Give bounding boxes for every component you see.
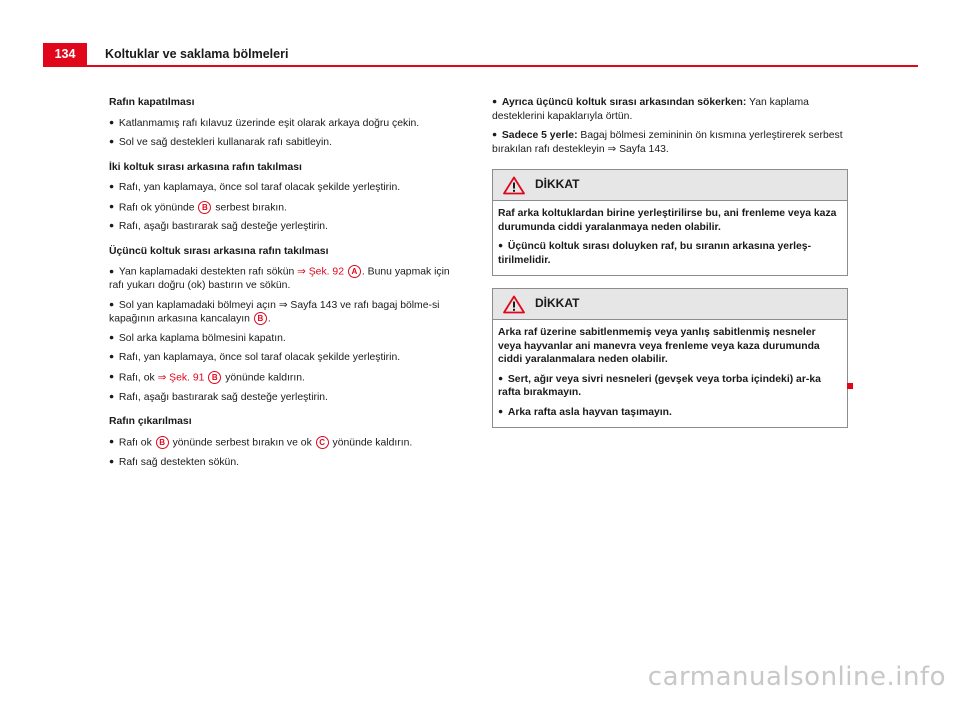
list-item: ● Ayrıca üçüncü koltuk sırası arkasından sökerken: Yan kaplama desteklerini kapaklarıyla örtün. — [492, 96, 848, 123]
list-item: ● Sol ve sağ destekleri kullanarak rafı sabitleyin. — [109, 136, 461, 150]
left-column — [109, 96, 461, 475]
warning-triangle-icon — [503, 295, 525, 314]
list-item: ● Rafı ok B yönünde serbest bırakın ve ok C yönünde kaldırın. — [109, 436, 461, 450]
warning-title: DİKKAT — [535, 177, 580, 192]
page-number: 134 — [43, 43, 87, 65]
warning-title: DİKKAT — [535, 296, 580, 311]
warning-header — [493, 289, 847, 320]
warning-box — [492, 288, 848, 428]
header-rule — [43, 65, 918, 67]
section-end-marker — [847, 383, 853, 389]
figure-link[interactable]: ⇒ Şek. 91 — [157, 372, 205, 384]
list-item: ● Arka rafta asla hayvan taşımayın. — [498, 406, 841, 420]
label-a-badge: A — [348, 265, 361, 278]
section-heading: Rafın kapatılması — [109, 97, 195, 108]
warning-triangle-icon — [503, 176, 525, 195]
page-title: Koltuklar ve saklama bölmeleri — [105, 47, 289, 61]
list-item: ● Rafı, ok ⇒ Şek. 91 B yönünde kaldırın. — [109, 371, 461, 385]
warning-body — [493, 320, 847, 427]
section-removing-shelf — [109, 415, 461, 469]
section-heading: İki koltuk sırası arkasına rafın takılması — [109, 161, 302, 173]
section-two-rows — [109, 161, 461, 234]
page-header — [43, 43, 918, 67]
list-item: ● Rafı, aşağı bastırarak sağ desteğe yerleştirin. — [109, 391, 461, 405]
list-item: ● Rafı, aşağı bastırarak sağ desteğe yerleştirin. — [109, 220, 461, 234]
warning-header — [493, 170, 847, 201]
section-closing-shelf — [109, 96, 461, 150]
list-item: ● Katlanmamış rafı kılavuz üzerinde eşit olarak arkaya doğru çekin. — [109, 117, 461, 131]
label-c-badge: C — [316, 436, 329, 449]
warning-body — [493, 201, 847, 275]
section-heading: Rafın çıkarılması — [109, 416, 192, 428]
warning-text: Arka raf üzerine sabitlenmemiş veya yanlış sabitlenmiş nesneler veya hayvanlar ani manevra veya frenleme veya kaza durumunda ciddi yaralanmalara neden olabilir. — [498, 327, 820, 366]
label-b-badge: B — [198, 201, 211, 214]
list-item: ● Üçüncü koltuk sırası doluyken raf, bu sıranın arkasına yerleş-tirilmelidir. — [498, 240, 841, 267]
watermark: carmanualsonline.info — [647, 662, 946, 693]
label-b-badge: B — [208, 371, 221, 384]
warning-text: Raf arka koltuklardan birine yerleştirilirse bu, ani frenleme veya kaza durumunda ciddi yaralanmaya neden olabilir. — [498, 208, 837, 233]
label-b-badge: B — [254, 312, 267, 325]
section-three-rows — [109, 245, 461, 404]
list-item: ● Rafı, yan kaplamaya, önce sol taraf olacak şekilde yerleştirin. — [109, 181, 461, 195]
list-item: ● Sol yan kaplamadaki bölmeyi açın ⇒ Sayfa 143 ve rafı bagaj bölme-si kapağının arkasına kancalayın B . — [109, 299, 461, 326]
section-heading: Üçüncü koltuk sırası arkasına rafın takılması — [109, 245, 329, 257]
list-item: ● Sadece 5 yerle: Bagaj bölmesi zemininin ön kısmına yerleştirerek serbest bırakılan rafı destekleyin ⇒ Sayfa 143. — [492, 129, 848, 156]
list-item: ● Rafı, yan kaplamaya, önce sol taraf olacak şekilde yerleştirin. — [109, 351, 461, 365]
label-b-badge: B — [156, 436, 169, 449]
list-item: ● Rafı sağ destekten sökün. — [109, 456, 461, 470]
warning-box — [492, 169, 848, 276]
list-item: ● Sol arka kaplama bölmesini kapatın. — [109, 332, 461, 346]
list-item: ● Yan kaplamadaki destekten rafı sökün ⇒ Şek. 92 A . Bunu yapmak için rafı yukarı doğru (ok) bastırın ve sökün. — [109, 265, 461, 292]
list-item: ● Rafı ok yönünde B serbest bırakın. — [109, 201, 461, 215]
figure-link[interactable]: ⇒ Şek. 92 — [297, 266, 344, 278]
right-column — [492, 96, 848, 428]
list-item: ● Sert, ağır veya sivri nesneleri (gevşek veya torba içindeki) ar-ka rafta bırakmayın. — [498, 373, 841, 400]
